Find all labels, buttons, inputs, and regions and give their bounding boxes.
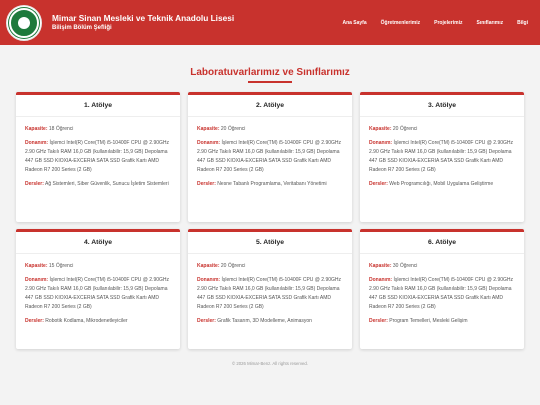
hardware-label: Donanım:	[197, 140, 221, 146]
capacity-label: Kapasite:	[197, 126, 220, 132]
hardware-label: Donanım:	[25, 140, 49, 146]
hardware-label: Donanım:	[197, 277, 221, 283]
courses-label: Dersler:	[197, 181, 216, 187]
site-subtitle: Bilişim Bölüm Şefliği	[52, 24, 112, 31]
courses-value: Program Temelleri, Mesleki Gelişim	[389, 318, 468, 324]
capacity-row	[369, 125, 515, 134]
nav-teachers[interactable]: Öğretmenlerimiz	[380, 19, 421, 26]
capacity-row	[197, 262, 343, 271]
nav-projects[interactable]: Projelerimiz	[434, 19, 463, 26]
hardware-label: Donanım:	[369, 140, 393, 146]
lab-card-4	[16, 229, 180, 349]
nav-home[interactable]: Ana Sayfa	[342, 19, 367, 26]
site-header	[0, 0, 540, 45]
hardware-row	[369, 276, 515, 312]
courses-label: Dersler:	[25, 318, 44, 324]
hardware-label: Donanım:	[25, 277, 49, 283]
hardware-value: İşlemci Intel(R) Core(TM) i5-10400F CPU @ 2.90GHz 2.90 GHz Takılı RAM 16,0 GB (kullanılabilir: 15,9 GB) Depolama 447 GB SSD KIOXIA-EXCERIA SATA SSD Grafik Kartı AMD Radeon R7 200 Series (2 GB)	[369, 140, 514, 173]
courses-value: Robotik Kodlama, Mikrodenetleyiciler	[45, 318, 128, 324]
courses-label: Dersler:	[197, 318, 216, 324]
hardware-row	[25, 139, 171, 175]
main-nav	[328, 0, 528, 45]
site-title: Mimar Sinan Mesleki ve Teknik Anadolu Lisesi	[52, 12, 235, 23]
courses-row	[25, 317, 171, 326]
hardware-row	[197, 276, 343, 312]
lab-card-6	[360, 229, 524, 349]
capacity-row	[197, 125, 343, 134]
lab-card-5	[188, 229, 352, 349]
lab-card-body	[360, 117, 524, 202]
lab-card-title: 5. Atölye	[188, 232, 352, 254]
lab-card-body	[16, 254, 180, 339]
courses-row	[369, 317, 515, 326]
lab-card-title: 1. Atölye	[16, 95, 180, 117]
logo-emblem	[9, 8, 39, 38]
lab-card-3	[360, 92, 524, 222]
capacity-value: 20 Öğrenci	[220, 126, 246, 132]
courses-label: Dersler:	[369, 318, 388, 324]
hardware-row	[369, 139, 515, 175]
hardware-label: Donanım:	[369, 277, 393, 283]
capacity-row	[25, 125, 171, 134]
lab-card-title: 2. Atölye	[188, 95, 352, 117]
lab-card-body	[188, 254, 352, 339]
lab-card-title: 3. Atölye	[360, 95, 524, 117]
capacity-value: 30 Öğrenci	[392, 263, 418, 269]
lab-card-title: 4. Atölye	[16, 232, 180, 254]
lab-card-body	[360, 254, 524, 339]
capacity-value: 20 Öğrenci	[392, 126, 418, 132]
courses-value: Nesne Tabanlı Programlama, Veritabanı Yönetimi	[217, 181, 327, 187]
capacity-row	[25, 262, 171, 271]
brand	[52, 13, 234, 33]
capacity-label: Kapasite:	[25, 263, 48, 269]
courses-row	[369, 180, 515, 189]
courses-row	[25, 180, 171, 189]
capacity-value: 20 Öğrenci	[220, 263, 246, 269]
capacity-row	[369, 262, 515, 271]
hardware-row	[197, 139, 343, 175]
hardware-value: İşlemci Intel(R) Core(TM) i5-10400F CPU @ 2.90GHz 2.90 GHz Takılı RAM 16,0 GB (kullanılabilir: 15,9 GB) Depolama 447 GB SSD KIOXIA-EXCERIA SATA SSD Grafik Kartı AMD Radeon R7 200 Series (2 GB)	[25, 140, 170, 173]
courses-label: Dersler:	[25, 181, 44, 187]
hardware-row	[25, 276, 171, 312]
capacity-label: Kapasite:	[197, 263, 220, 269]
lab-card-body	[188, 117, 352, 202]
lab-card-title: 6. Atölye	[360, 232, 524, 254]
hardware-value: İşlemci Intel(R) Core(TM) i5-10400F CPU @ 2.90GHz 2.90 GHz Takılı RAM 16,0 GB (kullanılabilir: 15,9 GB) Depolama 447 GB SSD KIOXIA-EXCERIA SATA SSD Grafik Kartı AMD Radeon R7 200 Series (2 GB)	[197, 140, 342, 173]
lab-card-2	[188, 92, 352, 222]
capacity-label: Kapasite:	[369, 126, 392, 132]
capacity-label: Kapasite:	[369, 263, 392, 269]
hardware-value: İşlemci Intel(R) Core(TM) i5-10400F CPU @ 2.90GHz 2.90 GHz Takılı RAM 16,0 GB (kullanılabilir: 15,9 GB) Depolama 447 GB SSD KIOXIA-EXCERIA SATA SSD Grafik Kartı AMD Radeon R7 200 Series (2 GB)	[197, 277, 342, 310]
hardware-value: İşlemci Intel(R) Core(TM) i5-10400F CPU @ 2.90GHz 2.90 GHz Takılı RAM 16,0 GB (kullanılabilir: 15,9 GB) Depolama 447 GB SSD KIOXIA-EXCERIA SATA SSD Grafik Kartı AMD Radeon R7 200 Series (2 GB)	[369, 277, 514, 310]
hardware-value: İşlemci Intel(R) Core(TM) i5-10400F CPU @ 2.90GHz 2.90 GHz Takılı RAM 16,0 GB (kullanılabilir: 15,9 GB) Depolama 447 GB SSD KIOXIA-EXCERIA SATA SSD Grafik Kartı AMD Radeon R7 200 Series (2 GB)	[25, 277, 170, 310]
school-logo-icon[interactable]	[6, 5, 42, 41]
nav-classrooms[interactable]: Sınıflarımız	[476, 19, 504, 26]
capacity-value: 18 Öğrenci	[48, 126, 74, 132]
capacity-label: Kapasite:	[25, 126, 48, 132]
courses-row	[197, 180, 343, 189]
lab-card-1	[16, 92, 180, 222]
lab-card-body	[16, 117, 180, 202]
page-title: Laboratuvarlarımız ve Sınıflarımız	[0, 66, 540, 83]
nav-info[interactable]: Bilgi	[517, 19, 528, 26]
courses-row	[197, 317, 343, 326]
footer-copyright: © 2026 Mimar-Benz. All rights reserved.	[231, 361, 308, 366]
courses-value: Ağ Sistemleri, Siber Güvenlik, Sunucu İşletim Sistemleri	[45, 181, 169, 187]
courses-value: Web Programcılığı, Mobil Uygulama Geliştirme	[389, 181, 494, 187]
capacity-value: 15 Öğrenci	[48, 263, 74, 269]
courses-value: Grafik Tasarım, 3D Modelleme, Animasyon	[217, 318, 312, 324]
courses-label: Dersler:	[369, 181, 388, 187]
